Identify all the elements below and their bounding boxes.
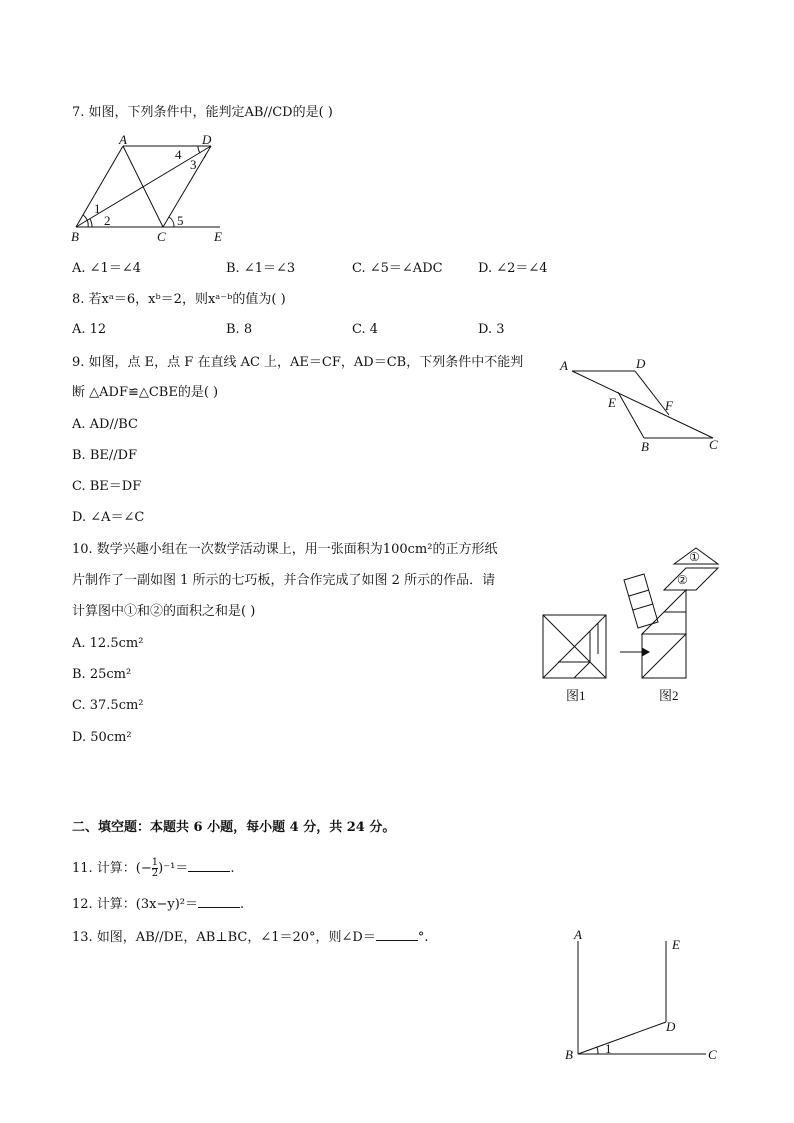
q10-option-b: B. 25cm² xyxy=(72,667,132,682)
q11-prefix: 11. 计算：(− xyxy=(72,861,152,876)
q9-label-D: D xyxy=(636,356,646,371)
q13-answer-blank[interactable] xyxy=(376,928,418,941)
q12-end: . xyxy=(240,897,245,912)
q7-label-B: B xyxy=(71,229,79,244)
section-heading: 二、填空题：本题共 6 小题，每小题 4 分，共 24 分。 xyxy=(72,820,396,835)
q7-label-D: D xyxy=(202,132,212,147)
fig1-caption: 图1 xyxy=(566,688,586,703)
q7-label-E: E xyxy=(214,229,222,244)
q9-label-A: A xyxy=(560,358,568,373)
q13-figure xyxy=(560,925,730,1065)
q10-option-c: C. 37.5cm² xyxy=(72,698,144,713)
q11-end: . xyxy=(230,861,235,876)
q10-option-d: D. 50cm² xyxy=(72,730,132,745)
q7-angle-1: 1 xyxy=(94,201,101,216)
q13-label-E: E xyxy=(672,937,680,952)
circled-one: ① xyxy=(689,550,700,564)
q10-stem-line3: 计算图中①和②的面积之和是( ) xyxy=(72,604,256,619)
q9-stem-line1: 9. 如图，点 E，点 F 在直线 AC 上，AE＝CF，AD＝CB，下列条件中不能判 xyxy=(72,355,524,370)
q10-figure xyxy=(536,540,726,710)
q13-prefix: 13. 如图，AB//DE，AB⊥BC，∠1＝20°，则∠D＝ xyxy=(72,930,376,945)
q13-label-C: C xyxy=(708,1047,717,1062)
q7-angle-2: 2 xyxy=(104,213,111,228)
q12-answer-blank[interactable] xyxy=(198,895,240,908)
q9-option-b: B. BE//DF xyxy=(72,448,138,463)
q7-option-c: C. ∠5＝∠ADC xyxy=(352,261,443,276)
q11-frac-den: 2 xyxy=(151,868,159,879)
q11-answer-blank[interactable] xyxy=(188,859,230,872)
q7-angle-5: 5 xyxy=(177,213,184,228)
q9-label-B: B xyxy=(641,439,649,454)
q13-label-B: B xyxy=(565,1047,573,1062)
q7-angle-3: 3 xyxy=(190,157,197,172)
q9-option-d: D. ∠A＝∠C xyxy=(72,510,145,525)
q11 xyxy=(72,858,234,879)
q13 xyxy=(72,928,429,946)
q9-option-c: C. BE＝DF xyxy=(72,479,142,494)
q10-stem-line2: 片制作了一副如图 1 所示的七巧板，并合作完成了如图 2 所示的作品．请 xyxy=(72,573,496,588)
q9-label-F: F xyxy=(665,398,673,413)
q12 xyxy=(72,895,244,913)
q7-stem: 7. 如图，下列条件中，能判定AB//CD的是( ) xyxy=(72,105,333,120)
q9-label-E: E xyxy=(608,395,616,410)
q9-stem-line2: 断 △ADF≌△CBE的是( ) xyxy=(72,385,219,400)
q11-suffix: )⁻¹＝ xyxy=(158,861,189,876)
q7-option-a: A. ∠1＝∠4 xyxy=(72,261,141,276)
q8-option-d: D. 3 xyxy=(478,322,505,337)
q9-figure xyxy=(556,352,732,456)
q13-label-A: A xyxy=(574,927,582,942)
fig2-caption: 图2 xyxy=(659,688,679,703)
q12-prefix: 12. 计算：(3x−y)²＝ xyxy=(72,897,199,912)
q9-option-a: A. AD//BC xyxy=(72,417,138,432)
q13-angle-1: 1 xyxy=(605,1041,612,1056)
q7-angle-4: 4 xyxy=(175,147,182,162)
tilted-piece xyxy=(624,574,658,628)
piece-2 xyxy=(664,568,718,590)
q8-option-a: A. 12 xyxy=(72,322,107,337)
q7-option-d: D. ∠2＝∠4 xyxy=(478,261,548,276)
q9-label-C: C xyxy=(709,437,718,452)
q10-option-a: A. 12.5cm² xyxy=(72,636,144,651)
q7-label-C: C xyxy=(157,229,166,244)
q8-stem: 8. 若xᵃ＝6，xᵇ＝2，则xᵃ⁻ᵇ的值为( ) xyxy=(72,292,286,307)
q7-option-b: B. ∠1＝∠3 xyxy=(226,261,296,276)
q13-label-D: D xyxy=(666,1019,676,1034)
q8-option-c: C. 4 xyxy=(352,322,379,337)
q11-frac-num: 1 xyxy=(151,857,159,868)
circled-two: ② xyxy=(677,573,688,587)
q8-option-b: B. 8 xyxy=(226,322,253,337)
q7-label-A: A xyxy=(119,132,127,147)
q10-stem-line1: 10. 数学兴趣小组在一次数学活动课上，用一张面积为100cm²的正方形纸 xyxy=(72,542,498,557)
q7-figure xyxy=(66,128,241,246)
q13-end: °. xyxy=(417,930,429,945)
